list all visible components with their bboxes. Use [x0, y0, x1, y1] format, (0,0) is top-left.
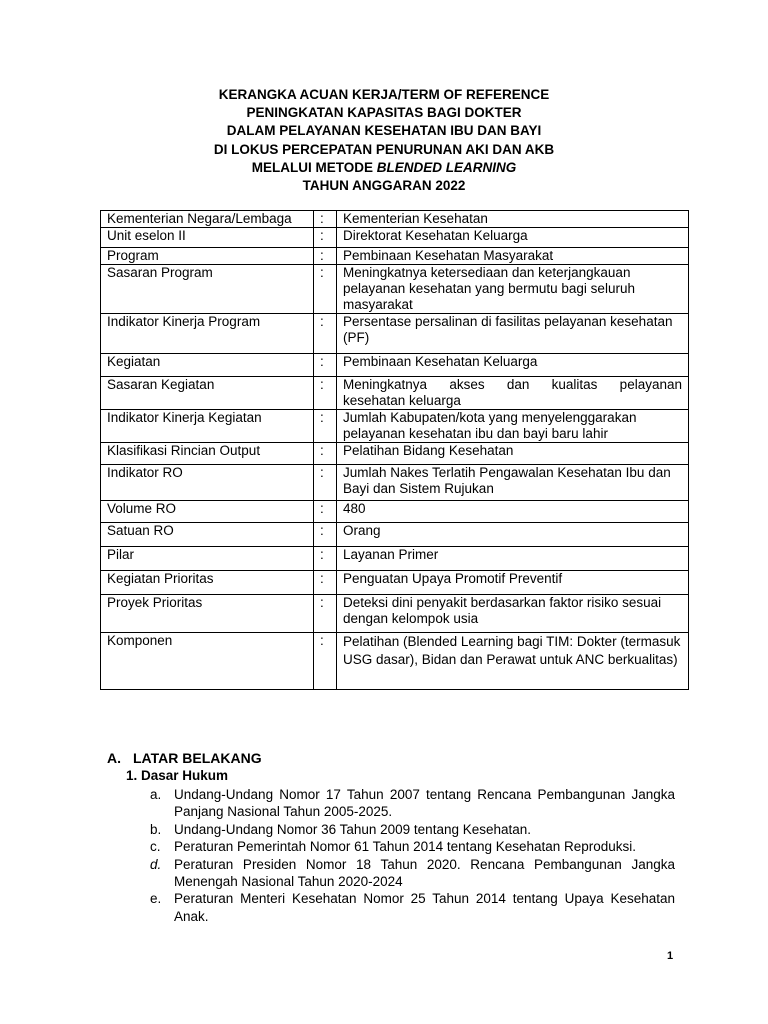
row-value-last-line: kesehatan keluarga — [343, 393, 461, 408]
table-row — [101, 443, 689, 465]
section-heading — [107, 750, 262, 766]
table-row — [101, 211, 689, 228]
row-label: Pilar — [101, 547, 314, 571]
table-row — [101, 354, 689, 377]
row-value — [337, 377, 689, 410]
table-row — [101, 523, 689, 547]
list-item-marker: e. — [150, 891, 162, 907]
table-row — [101, 314, 689, 354]
title-line-5-emphasis: BLENDED LEARNING — [376, 159, 517, 175]
row-value: Persentase persalinan di fasilitas pelayanan kesehatan (PF) — [337, 314, 689, 354]
table-row — [101, 410, 689, 443]
row-label: Klasifikasi Rincian Output — [101, 443, 314, 465]
list-item — [150, 786, 675, 821]
row-label: Kegiatan Prioritas — [101, 571, 314, 595]
row-value: Meningkatnya ketersediaan dan keterjangkauan pelayanan kesehatan yang bermutu bagi seluruh masyarakat — [337, 265, 689, 314]
row-colon: : — [314, 211, 337, 228]
table-row — [101, 465, 689, 501]
title-line-6: TAHUN ANGGARAN 2022 — [302, 178, 466, 194]
row-label: Indikator Kinerja Program — [101, 314, 314, 354]
title-line-5 — [0, 159, 768, 177]
sub-heading: 1. Dasar Hukum — [126, 768, 229, 783]
row-value: Kementerian Kesehatan — [337, 211, 689, 228]
list-item-marker: d. — [150, 856, 162, 872]
row-colon: : — [314, 228, 337, 248]
table-row — [101, 228, 689, 248]
row-colon: : — [314, 443, 337, 465]
row-value: Pelatihan (Blended Learning bagi TIM: Dokter (termasuk USG dasar), Bidan dan Perawat untuk ANC berkualitas) — [337, 633, 689, 690]
row-colon: : — [314, 265, 337, 314]
list-item — [150, 821, 675, 838]
list-item — [150, 890, 675, 925]
row-value: Jumlah Kabupaten/kota yang menyelenggarakan pelayanan kesehatan ibu dan bayi baru lahir — [337, 410, 689, 443]
list-item-text: Peraturan Pemerintah Nomor 61 Tahun 2014 tentang Kesehatan Reproduksi. — [174, 839, 637, 855]
list-item-text: Peraturan Menteri Kesehatan Nomor 25 Tahun 2014 tentang Upaya Kesehatan Anak. — [174, 891, 675, 924]
title-line-2: PENINGKATAN KAPASITAS BAGI DOKTER — [246, 105, 522, 121]
row-value: Pembinaan Kesehatan Keluarga — [337, 354, 689, 377]
row-colon: : — [314, 633, 337, 690]
row-colon: : — [314, 314, 337, 354]
row-label: Unit eselon II — [101, 228, 314, 248]
row-label: Volume RO — [101, 501, 314, 523]
list-item-text: Peraturan Presiden Nomor 18 Tahun 2020. Rencana Pembangunan Jangka Menengah Nasional Tahun 2020-2024 — [174, 856, 675, 890]
row-value: Pelatihan Bidang Kesehatan — [337, 443, 689, 465]
table-row — [101, 265, 689, 314]
page-number: 1 — [667, 950, 674, 962]
table-row — [101, 248, 689, 265]
list-item-marker: c. — [150, 839, 161, 855]
table-row — [101, 501, 689, 523]
document-title — [0, 86, 768, 195]
list-item-marker: b. — [150, 821, 162, 837]
row-colon: : — [314, 595, 337, 633]
list-item — [150, 838, 675, 855]
list-item-text: Undang-Undang Nomor 36 Tahun 2009 tentang Kesehatan. — [174, 821, 532, 837]
row-value: Direktorat Kesehatan Keluarga — [337, 228, 689, 248]
row-colon: : — [314, 547, 337, 571]
list-item-marker: a. — [150, 787, 162, 802]
row-label: Sasaran Program — [101, 265, 314, 314]
row-label: Indikator Kinerja Kegiatan — [101, 410, 314, 443]
section-marker: A. — [107, 750, 121, 766]
list-item-text: Undang-Undang Nomor 17 Tahun 2007 tentang Rencana Pembangunan Jangka Panjang Nasional Tahun 2005-2025. — [174, 787, 675, 820]
row-label: Kegiatan — [101, 354, 314, 377]
table-row — [101, 571, 689, 595]
row-value: Orang — [337, 523, 689, 547]
row-value: Pembinaan Kesehatan Masyarakat — [337, 248, 689, 265]
row-value: Jumlah Nakes Terlatih Pengawalan Kesehatan Ibu dan Bayi dan Sistem Rujukan — [337, 465, 689, 501]
table-row — [101, 377, 689, 410]
row-value-first-line: Meningkatnya akses dan kualitas pelayanan — [343, 377, 682, 392]
row-value: Layanan Primer — [337, 547, 689, 571]
row-colon: : — [314, 377, 337, 410]
row-colon: : — [314, 248, 337, 265]
legal-basis-list — [150, 786, 675, 925]
row-colon: : — [314, 354, 337, 377]
section-title: LATAR BELAKANG — [133, 750, 262, 766]
row-label: Satuan RO — [101, 523, 314, 547]
tor-info-table — [100, 210, 689, 690]
row-label: Sasaran Kegiatan — [101, 377, 314, 410]
row-label: Kementerian Negara/Lembaga — [101, 211, 314, 228]
list-item — [150, 856, 675, 891]
row-value: 480 — [337, 501, 689, 523]
title-line-3: DALAM PELAYANAN KESEHATAN IBU DAN BAYI — [226, 123, 542, 139]
row-label: Indikator RO — [101, 465, 314, 501]
row-colon: : — [314, 410, 337, 443]
title-line-1: KERANGKA ACUAN KERJA/TERM OF REFERENCE — [218, 87, 550, 102]
row-colon: : — [314, 571, 337, 595]
table-row — [101, 633, 689, 690]
row-value: Deteksi dini penyakit berdasarkan faktor risiko sesuai dengan kelompok usia — [337, 595, 689, 633]
row-value: Penguatan Upaya Promotif Preventif — [337, 571, 689, 595]
title-line-4: DI LOKUS PERCEPATAN PENURUNAN AKI DAN AKB — [213, 141, 555, 157]
row-label: Program — [101, 248, 314, 265]
row-colon: : — [314, 501, 337, 523]
table-row — [101, 547, 689, 571]
title-line-5-prefix: MELALUI METODE — [251, 159, 377, 175]
row-colon: : — [314, 523, 337, 547]
table-row — [101, 595, 689, 633]
row-colon: : — [314, 465, 337, 501]
row-label: Komponen — [101, 633, 314, 690]
row-label: Proyek Prioritas — [101, 595, 314, 633]
